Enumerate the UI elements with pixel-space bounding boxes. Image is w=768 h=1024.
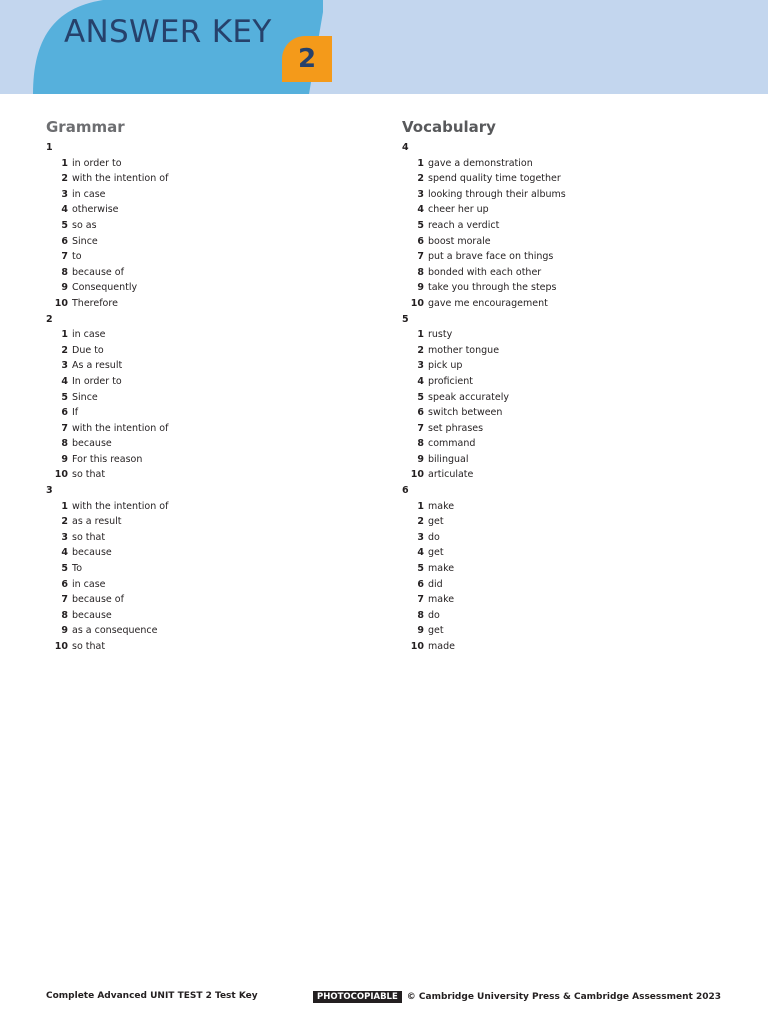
answer-row (46, 156, 168, 172)
answer-number: 2 (417, 173, 424, 185)
answer-row (46, 171, 168, 187)
answer-number: 4 (417, 547, 424, 559)
answer-row (402, 358, 566, 374)
answer-text: in case (72, 578, 106, 590)
answer-text: boost morale (428, 235, 491, 247)
answer-text: because of (72, 266, 124, 278)
answer-number: 4 (417, 204, 424, 216)
footer-title: Complete Advanced UNIT TEST 2 Test Key (46, 991, 258, 1001)
answer-number: 2 (61, 344, 68, 356)
answer-row (402, 499, 566, 515)
exercise-number: 4 (402, 142, 409, 153)
exercise-number: 2 (46, 313, 53, 325)
answer-row (46, 639, 168, 655)
answer-text: because (72, 438, 112, 450)
answer-number: 1 (417, 329, 424, 341)
answer-number: 3 (61, 531, 68, 543)
answer-number: 6 (417, 235, 424, 247)
answer-number: 3 (417, 360, 424, 372)
answer-number: 10 (54, 641, 68, 652)
answer-number: 1 (61, 500, 68, 512)
answer-row (46, 499, 168, 515)
answer-number: 6 (417, 578, 424, 590)
answer-number: 7 (61, 251, 68, 263)
answer-number: 7 (61, 594, 68, 606)
answer-row (46, 343, 168, 359)
answer-number: 2 (417, 516, 424, 528)
answer-row (402, 374, 566, 390)
answer-text: so that (72, 531, 106, 543)
answer-text: with the intention of (72, 173, 169, 185)
answer-row (402, 514, 566, 530)
answer-number: 9 (417, 282, 424, 294)
answer-number: 8 (61, 438, 68, 450)
answer-text: gave me encouragement (428, 297, 548, 309)
answer-row (402, 561, 566, 577)
answer-text: command (428, 438, 476, 450)
exercise-number: 6 (402, 485, 409, 497)
answer-text: Due to (72, 344, 104, 356)
answer-text: spend quality time together (428, 173, 561, 185)
answer-text: make (428, 500, 455, 512)
answer-number: 8 (61, 609, 68, 621)
answer-text: set phrases (428, 422, 484, 434)
answer-number: 5 (61, 391, 68, 403)
answer-number: 1 (61, 157, 68, 169)
answer-number: 5 (61, 563, 68, 575)
answer-text: take you through the steps (428, 282, 557, 294)
answer-row (402, 530, 566, 546)
answer-row (46, 327, 168, 343)
answer-text: did (428, 578, 443, 590)
answer-text: so that (72, 641, 106, 652)
answer-row (402, 249, 566, 265)
answer-row (402, 218, 566, 234)
answer-number: 5 (417, 219, 424, 231)
answer-number: 4 (61, 547, 68, 559)
answer-number: 10 (410, 297, 424, 309)
answer-number: 6 (417, 407, 424, 419)
answer-row (46, 249, 168, 265)
vocabulary-heading: Vocabulary (402, 118, 496, 136)
answer-text: to (72, 251, 82, 263)
answer-row (46, 265, 168, 281)
answer-number: 8 (417, 438, 424, 450)
answer-row (402, 545, 566, 561)
answer-row (402, 187, 566, 203)
answer-text: switch between (428, 407, 503, 419)
answer-text: as a consequence (72, 625, 158, 637)
answer-text: in order to (72, 157, 122, 169)
answer-text: pick up (428, 360, 463, 372)
answer-text: Since (72, 235, 98, 247)
answer-row (402, 623, 566, 639)
answer-number: 3 (417, 531, 424, 543)
answer-text: For this reason (72, 453, 143, 465)
answer-number: 7 (417, 251, 424, 263)
answer-number: 3 (61, 360, 68, 372)
answer-text: so as (72, 219, 97, 231)
answer-text: put a brave face on things (428, 251, 554, 263)
answer-row (46, 452, 168, 468)
answer-text: get (428, 625, 444, 637)
answer-text: get (428, 516, 444, 528)
vocabulary-column (402, 117, 566, 655)
answer-text: If (72, 407, 79, 419)
answer-row (402, 405, 566, 421)
answer-number: 10 (410, 641, 424, 652)
answer-text: Since (72, 391, 98, 403)
answer-text: articulate (428, 469, 474, 481)
answer-number: 6 (61, 578, 68, 590)
answer-number: 2 (61, 516, 68, 528)
answer-row (402, 265, 566, 281)
answer-text: In order to (72, 375, 122, 387)
answer-number: 1 (417, 157, 424, 169)
answer-row (402, 452, 566, 468)
answer-number: 9 (417, 625, 424, 637)
answer-row (402, 234, 566, 250)
answer-row (46, 577, 168, 593)
exercise-number: 1 (46, 142, 53, 153)
answer-row (46, 436, 168, 452)
vocabulary-exercises (402, 140, 566, 655)
answer-row (46, 390, 168, 406)
answer-row (46, 545, 168, 561)
answer-number: 3 (417, 188, 424, 200)
answer-number: 8 (417, 609, 424, 621)
photocopiable-badge: PHOTOCOPIABLE (313, 991, 402, 1003)
answer-number: 5 (61, 219, 68, 231)
answer-text: do (428, 609, 440, 621)
answer-text: gave a demonstration (428, 157, 533, 169)
grammar-exercises (46, 140, 168, 655)
grammar-heading: Grammar (46, 118, 125, 136)
answer-text: in case (72, 329, 106, 341)
answer-text: because (72, 547, 112, 559)
answer-row (46, 405, 168, 421)
answer-text: do (428, 531, 440, 543)
answer-text: To (72, 563, 83, 575)
answer-row (46, 592, 168, 608)
answer-number: 5 (417, 563, 424, 575)
answer-row (402, 327, 566, 343)
answer-row (46, 280, 168, 296)
answer-text: otherwise (72, 204, 119, 216)
answer-text: As a result (72, 360, 123, 372)
answer-text: as a result (72, 516, 122, 528)
answer-number: 7 (61, 422, 68, 434)
answer-row (46, 218, 168, 234)
answer-text: looking through their albums (428, 188, 566, 200)
answer-row (402, 390, 566, 406)
answer-row (46, 514, 168, 530)
answer-number: 6 (61, 235, 68, 247)
answer-number: 2 (61, 173, 68, 185)
answer-text: rusty (428, 329, 453, 341)
answer-number: 9 (61, 453, 68, 465)
answer-number: 1 (417, 500, 424, 512)
answer-text: get (428, 547, 444, 559)
answer-number: 9 (417, 453, 424, 465)
answer-row (402, 202, 566, 218)
answer-text: speak accurately (428, 391, 510, 403)
answer-text: in case (72, 188, 106, 200)
answer-text: with the intention of (72, 422, 169, 434)
answer-text: bonded with each other (428, 266, 542, 278)
answer-number: 4 (61, 375, 68, 387)
answer-row (402, 156, 566, 172)
answer-number: 10 (54, 297, 68, 309)
answer-row (46, 202, 168, 218)
answer-text: make (428, 563, 455, 575)
answer-row (402, 467, 566, 483)
answer-number: 9 (61, 282, 68, 294)
answer-row (46, 358, 168, 374)
answer-row (46, 467, 168, 483)
page-title: ANSWER KEY (64, 14, 272, 50)
answer-row (46, 234, 168, 250)
answer-text: because (72, 609, 112, 621)
footer-copyright-block (313, 991, 721, 1003)
answer-number: 5 (417, 391, 424, 403)
answer-row (402, 296, 566, 312)
answer-text: bilingual (428, 453, 469, 465)
copyright-text: © Cambridge University Press & Cambridge Assessment 2023 (406, 992, 721, 1002)
answer-row (402, 436, 566, 452)
grammar-column (46, 117, 168, 655)
answer-number: 3 (61, 188, 68, 200)
answer-text: mother tongue (428, 344, 500, 356)
answer-row (402, 171, 566, 187)
answer-text: made (428, 641, 455, 652)
answer-number: 6 (61, 407, 68, 419)
answer-number: 4 (417, 375, 424, 387)
answer-number: 7 (417, 422, 424, 434)
answer-row (402, 577, 566, 593)
page-header (0, 0, 768, 94)
answer-number: 10 (54, 469, 68, 481)
answer-row (46, 421, 168, 437)
exercise-number: 3 (46, 485, 53, 497)
answer-row (46, 530, 168, 546)
answer-number: 2 (417, 344, 424, 356)
answer-row (46, 623, 168, 639)
answer-number: 4 (61, 204, 68, 216)
unit-number-badge: 2 (282, 36, 332, 82)
answer-text: Consequently (72, 282, 138, 294)
answer-text: make (428, 594, 455, 606)
answer-text: Therefore (72, 297, 118, 309)
answer-number: 7 (417, 594, 424, 606)
answer-number: 8 (417, 266, 424, 278)
answer-row (46, 187, 168, 203)
answer-text: with the intention of (72, 500, 169, 512)
answer-text: reach a verdict (428, 219, 500, 231)
answer-text: because of (72, 594, 124, 606)
answer-number: 1 (61, 329, 68, 341)
answer-row (402, 343, 566, 359)
answer-text: proficient (428, 375, 473, 387)
answer-text: cheer her up (428, 204, 489, 216)
answer-number: 8 (61, 266, 68, 278)
answer-row (402, 280, 566, 296)
answer-row (46, 296, 168, 312)
answer-row (402, 608, 566, 624)
answer-row (46, 561, 168, 577)
answer-number: 9 (61, 625, 68, 637)
answer-row (402, 421, 566, 437)
answer-text: so that (72, 469, 106, 481)
answer-row (46, 374, 168, 390)
answer-number: 10 (410, 469, 424, 481)
answer-row (46, 608, 168, 624)
answer-row (402, 592, 566, 608)
exercise-number: 5 (402, 313, 409, 325)
answer-row (402, 639, 566, 655)
